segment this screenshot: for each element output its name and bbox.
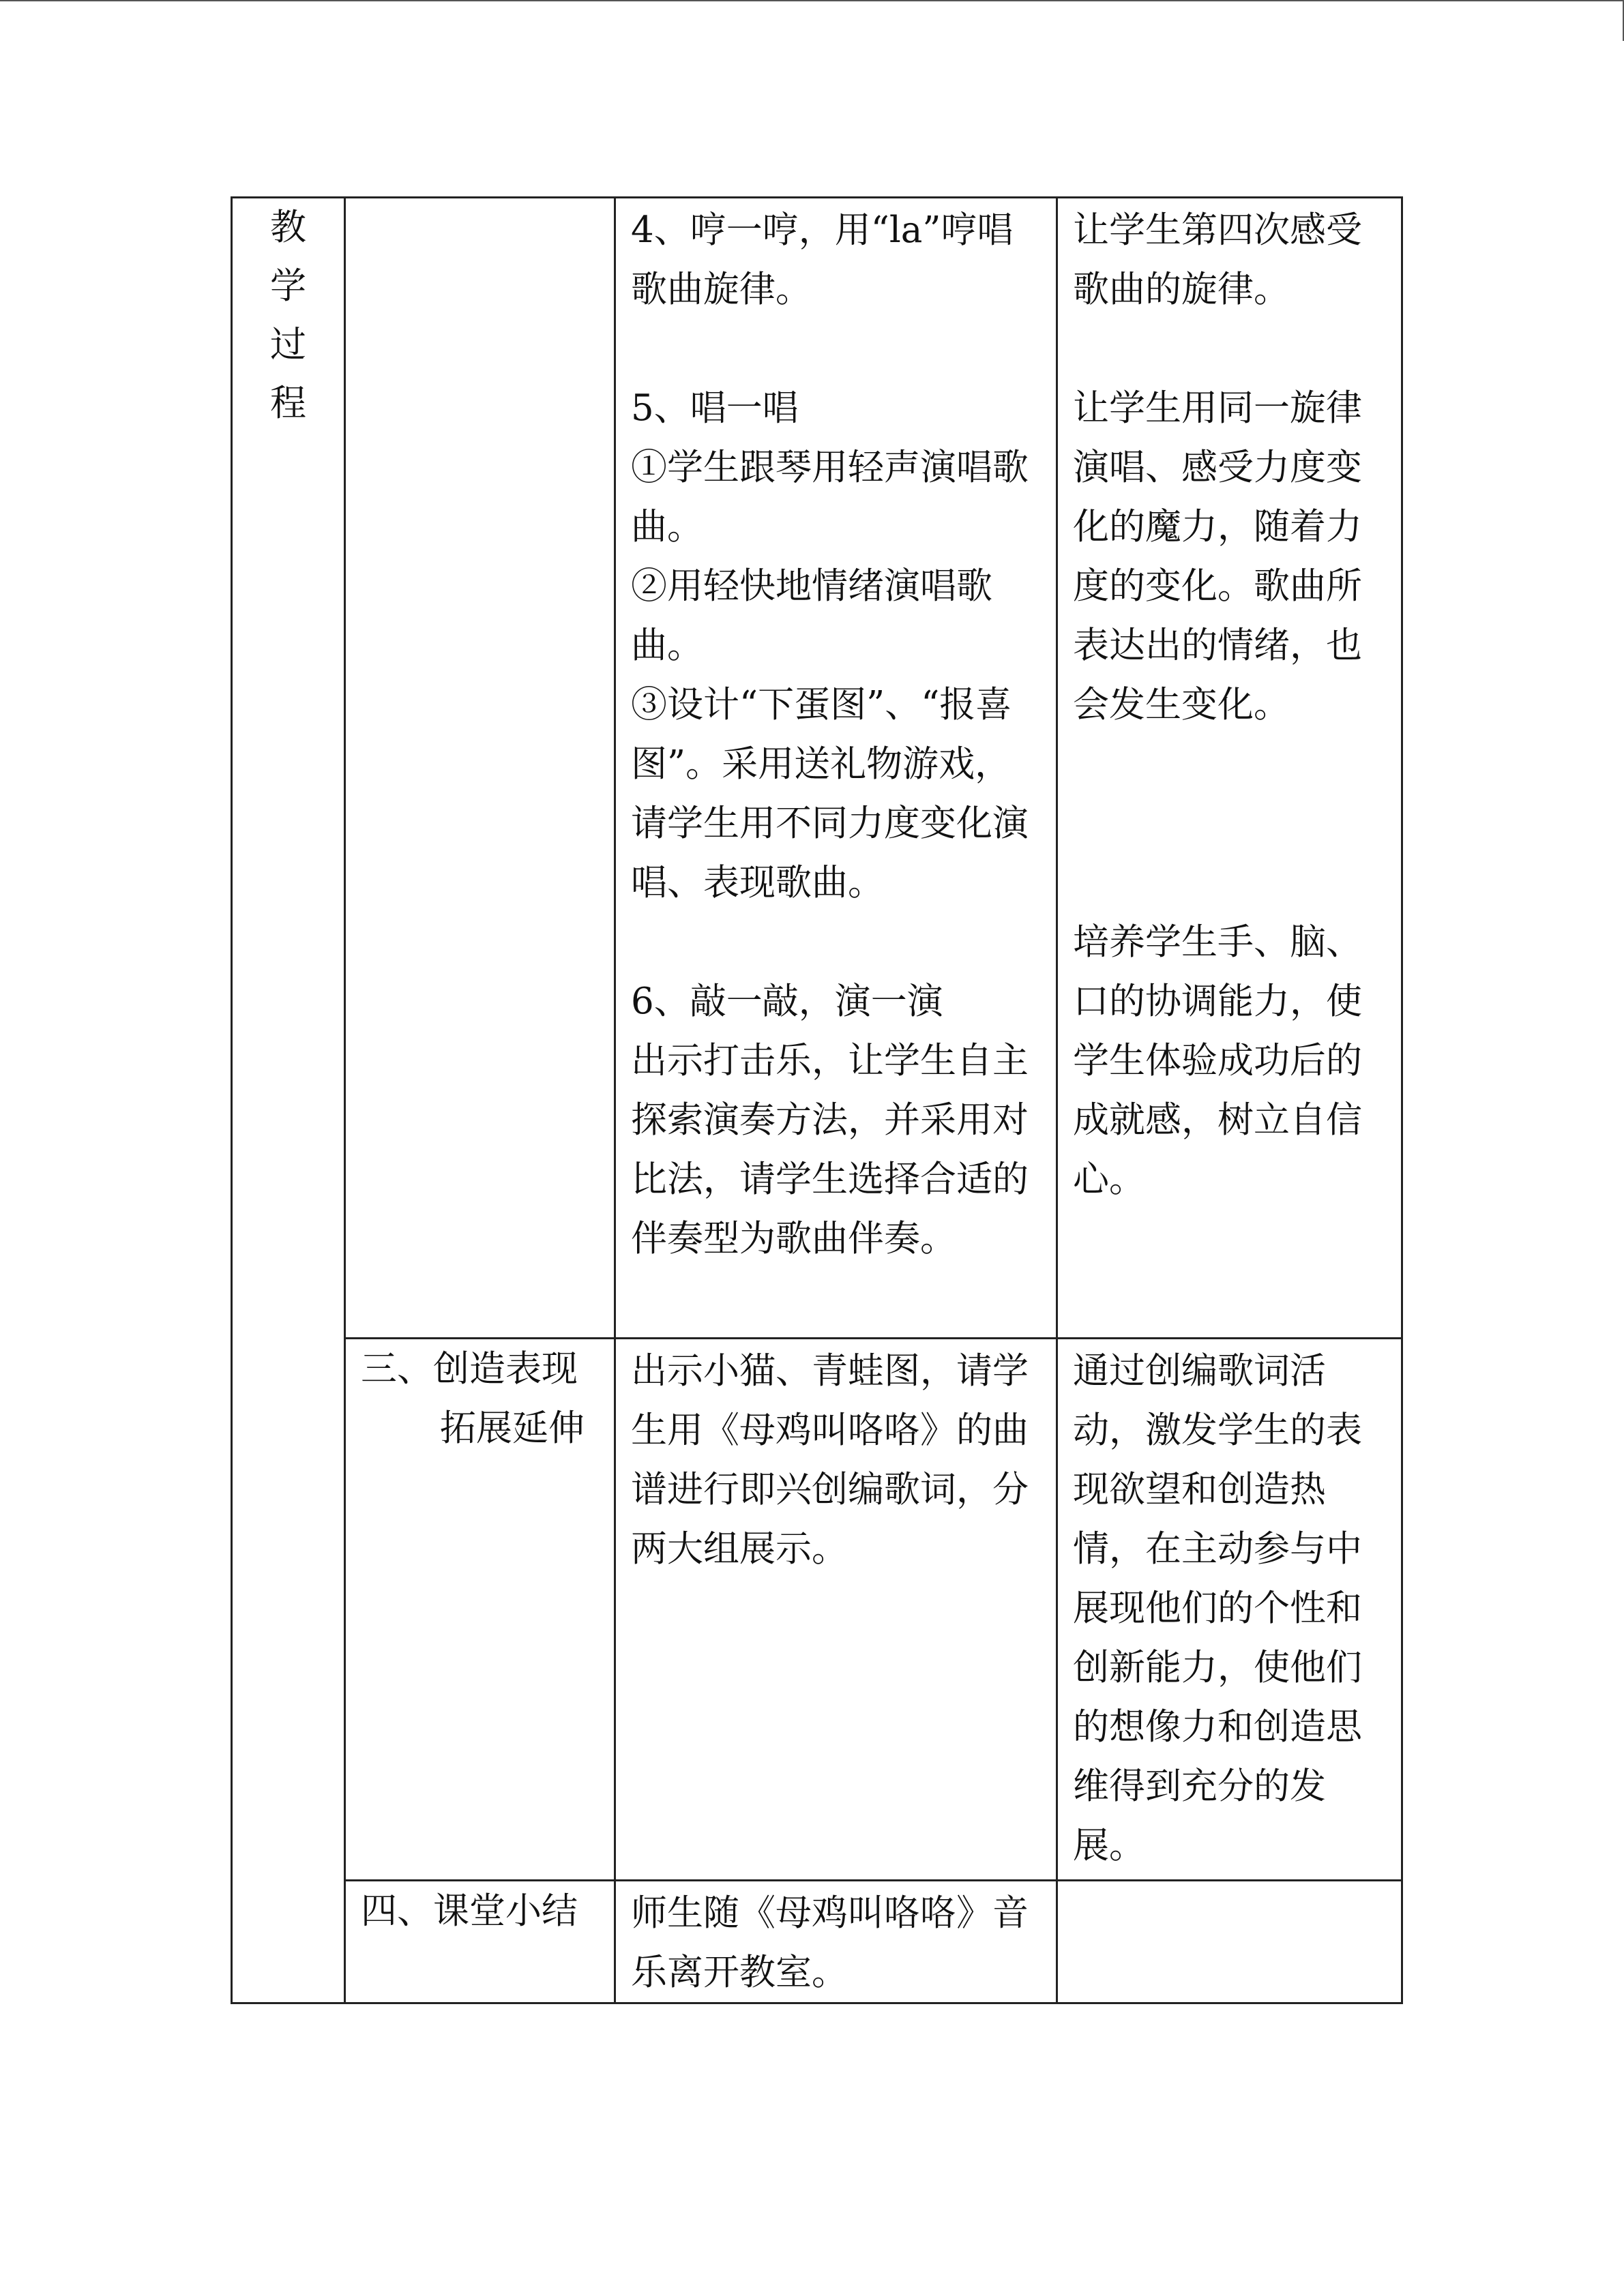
step-cell xyxy=(345,1881,615,2003)
activity-paragraph: 出示小猫、青蛙图，请学生用《母鸡叫咯咯》的曲谱进行即兴创编歌词，分两大组展示。 xyxy=(631,1350,1029,1570)
section-label-char: 程 xyxy=(270,383,306,424)
purpose-paragraph: 培养学生手、脑、口的协调能力，使学生体验成功后的成就感，树立自信心。 xyxy=(1073,921,1362,1200)
activity-paragraph: 5、唱一唱 ①学生跟琴用轻声演唱歌曲。 ②用轻快地情绪演唱歌曲。 ③设计“下蛋图”、“报喜图”。采用送礼物游戏，请学生用不同力度变化演唱、表现歌曲。 xyxy=(631,387,1029,904)
page-top-rule xyxy=(0,0,1624,1)
purpose-cell xyxy=(1057,1881,1402,2003)
table-row xyxy=(232,198,1402,1339)
activity-paragraph: 师生随《母鸡叫咯咯》音乐离开教室。 xyxy=(631,1892,1029,1993)
section-label-char: 教 xyxy=(270,207,306,248)
section-label-cell xyxy=(232,198,345,2003)
activity-paragraph: 6、敲一敲，演一演 出示打击乐，让学生自主探索演奏方法，并采用对比法，请学生选择合适的伴奏型为歌曲伴奏。 xyxy=(631,981,1029,1259)
purpose-paragraph: 让学生第四次感受歌曲的旋律。 xyxy=(1073,209,1362,310)
activity-cell xyxy=(615,1881,1057,2003)
step-cell xyxy=(345,198,615,1339)
step-label: 四、课堂小结 xyxy=(361,1890,578,1932)
step-label: 三、创造表现 xyxy=(361,1348,578,1390)
purpose-paragraph: 让学生用同一旋律演唱、感受力度变化的魔力，随着力度的变化。歌曲所表达出的情绪，也会发生变化。 xyxy=(1073,387,1362,726)
purpose-cell xyxy=(1057,1339,1402,1881)
activity-cell xyxy=(615,198,1057,1339)
step-cell xyxy=(345,1339,615,1881)
purpose-paragraph: 通过创编歌词活动，激发学生的表现欲望和创造热情，在主动参与中展现他们的个性和创新能力，使他们的想像力和创造思维得到充分的发展。 xyxy=(1073,1350,1362,1866)
step-label: 拓展延伸 xyxy=(440,1407,585,1449)
purpose-cell xyxy=(1057,198,1402,1339)
table-row xyxy=(232,1339,1402,1881)
activity-cell xyxy=(615,1339,1057,1881)
section-label-char: 学 xyxy=(270,265,306,307)
section-label-char: 过 xyxy=(270,324,306,366)
lesson-plan-table xyxy=(231,196,1403,2004)
activity-paragraph: 4、哼一哼，用“la”哼唱歌曲旋律。 xyxy=(631,209,1014,310)
table-row xyxy=(232,1881,1402,2003)
